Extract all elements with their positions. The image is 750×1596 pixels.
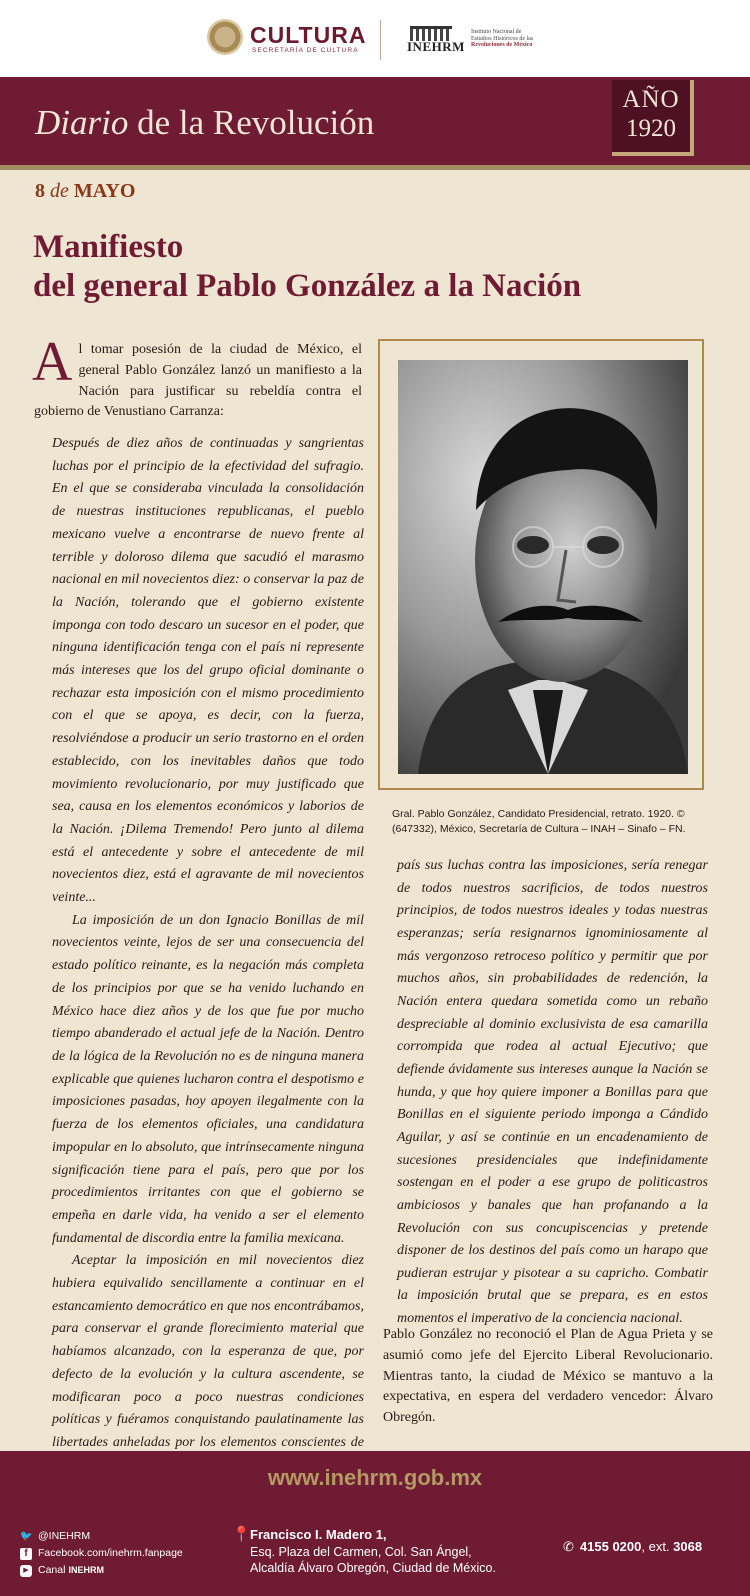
footer (0, 1451, 750, 1596)
manifesto-quote-left (52, 433, 364, 1500)
address-line: Esq. Plaza del Carmen, Col. San Ángel, (250, 1544, 472, 1559)
phone-number: 4155 0200 (579, 1539, 642, 1554)
publication-title (35, 103, 374, 143)
address (232, 1526, 496, 1577)
quote-paragraph: Después de diez años de continuadas y sangrientas luchas por el principio de la efectividad del sufragio. En el que se consideraba vinculada la consolidación de nuestras instituciones republicanas, el pueblo mexicano vuelve a encontrarse de nuevo frente al terrible y doloroso dilema que sacudió el marasmo nacional en mil novecientos diez: o conservar la paz de la Nación, tolerando que el gobierno existente imponga con todo descaro un sucesor en el poder, que ninguna identificación tenga con el país ni represente más intereses que los del grupo oficial dominante o rechazar esta imposición con el mismo procedimiento con el que se apoya, es decir, con la fuerza, resolviéndose a producir un serio trastorno en el orden establecido, con los inevitables daños que todo movimiento revolucionario, por muy justificado que sea, causa en los elementos económicos y laborios de la Nación. ¡Dilema Tremendo! Pero junto al dilema está el antecedente y sobre el antecedente de mil novecientos diez, está el agravante de mil novecientos veinte... (52, 436, 364, 906)
inehrm-desc-line: Estudios Históricos de las (471, 35, 534, 42)
twitter-link[interactable] (20, 1528, 183, 1545)
address-line: Alcaldía Álvaro Obregón, Ciudad de México. (250, 1561, 496, 1575)
facebook-icon: f (20, 1548, 32, 1560)
quote-paragraph: país sus luchas contra las imposiciones, sería renegar de todos nuestros sacrificios, de todos nuestros principios, de todos nuestros ideales y todas nuestras esperanzas; sería resignarnos ignominiosamente al más vergonzoso retroceso político y permitir que por muchos años, sin probabilidades de redención, la Nación entera quedara sometida como un rebaño despreciable al dominio exclusivista de esa camarilla corrompida que rodea al actual Ejecutivo; que defiende ávidamente sus intereses aunque la Nación se hunda, y que hoy quiere imponer a Bonillas para que Bonillas en el siguiente periodo imponga a Cándido Aguilar, y así se continúe en un encadenamiento de sucesiones presidenciales que indefinidamente sostengan en el poder a ese grupo de politicastros ambiciosos y banales que han profanando a la Revolución con sus concupiscencias y pretende disponer de los destinos del país como un harapo que pudieran estrujar y pisotear a su capricho. Combatir la imposición brutal que se prepara, es en estos momentos el imperativo de la conciencia nacional. (397, 858, 708, 1327)
phone-ext-label: , ext. (641, 1539, 674, 1554)
headline-line-1: Manifiesto (33, 229, 184, 265)
channel-label: Canal (38, 1564, 66, 1576)
twitter-icon: 🐦 (20, 1530, 33, 1542)
facebook-link[interactable] (20, 1545, 183, 1562)
phone-contact[interactable] (563, 1539, 702, 1555)
headline-line-2: del general Pablo González a la Nación (33, 268, 582, 304)
inehrm-description (471, 29, 551, 49)
facebook-url: Facebook.com/inehrm.fanpage (38, 1547, 183, 1559)
twitter-handle: @INEHRM (38, 1530, 91, 1542)
year-label: AÑO (622, 86, 680, 113)
logo-divider (380, 20, 381, 60)
photo-frame (378, 339, 704, 790)
location-pin-icon: 📍 (232, 1526, 251, 1543)
header-logos (0, 0, 750, 77)
article-intro (32, 331, 362, 423)
closing-paragraph: Pablo González no reconoció el Plan de Agua Prieta y se asumió como jefe del Ejercito Liberal Revolucionario. Mientras tanto, la ciudad de México se mantuvo a la expectativa, en espera del verdadero vencedor: Álvaro Obregón. (383, 1327, 713, 1426)
year-value: 1920 (626, 115, 676, 142)
publication-title-rest: de la Revolución (128, 103, 375, 142)
portrait-illustration (398, 360, 688, 774)
manifesto-quote-right (397, 855, 708, 1331)
quote-paragraph: Aceptar la imposición en mil novecientos diez hubiera equivalido sencillamente a continuar en el estancamiento democrático en que nos encontrábamos, para conservar el grande florecimiento material que habíamos alcanzado, con la esperanza de que, por defecto de la evolución y la cultura ascendente, se modificaran poco a poco nuestras condiciones políticas y fuéramos conquistando paulatinamente las libertades anheladas por los elementos conscientes de (52, 1253, 364, 1450)
phone-icon: ✆ (563, 1539, 574, 1554)
address-street: Francisco I. Madero 1, (250, 1527, 387, 1542)
social-links (20, 1528, 183, 1579)
inehrm-desc-line: Revoluciones de México (471, 42, 533, 48)
intro-text: l tomar posesión de la ciudad de México, el general Pablo González lanzó un manifiesto a la Nación para justificar su rebeldía contra el gobierno de Venustiano Carranza: (34, 342, 362, 420)
drop-cap: A (32, 331, 73, 393)
inehrm-desc-line: Instituto Nacional de (471, 29, 522, 35)
cultura-subtitle: SECRETARÍA DE CULTURA (252, 47, 359, 54)
website-link[interactable]: www.inehrm.gob.mx (267, 1465, 483, 1490)
portrait-photo (398, 360, 688, 774)
article-closing (383, 1325, 713, 1429)
coat-of-arms-icon (207, 19, 243, 55)
publication-title-italic: Diario (35, 103, 129, 142)
date-month: MAYO (73, 180, 136, 202)
article-headline (33, 228, 581, 306)
youtube-icon: ▶ (20, 1565, 32, 1577)
youtube-link[interactable] (20, 1562, 183, 1579)
cultura-logo[interactable]: CULTURA (250, 22, 367, 48)
date-de: de (45, 180, 74, 202)
banner-rule (0, 165, 750, 170)
channel-name: INEHRM (68, 1565, 104, 1575)
year-badge (612, 80, 694, 156)
article-date (35, 180, 135, 203)
phone-extension: 3068 (673, 1539, 703, 1554)
photo-caption: Gral. Pablo González, Candidato Presidencial, retrato. 1920. © (647332), México, Secretaría de Cultura – INAH – Sinafo – FN. (392, 808, 686, 835)
inehrm-logo[interactable]: INEHRM (407, 39, 465, 54)
date-day: 8 (35, 180, 45, 202)
quote-paragraph: La imposición de un don Ignacio Bonillas de mil novecientos veinte, lejos de ser una consecuencia del estado político reinante, es la negación más completa de los principios por que se ha venido luchando en México hace diez años y de los que fue por mucho tiempo abanderado el actual jefe de la Nación. Dentro de la lógica de la Revolución no es de ninguna manera explicable que quienes lucharon contra el despotismo e imposiciones pasadas, hoy apoyen ilegalmente con la fuerza de los elementos oficiales, una candidatura impopular en lo absoluto, que intrínsecamente ninguna significación tiene para el país, pero que por los procedimientos irritantes con que el gobierno se empeña en darle vida, ha venido a ser el elemento fundamental de discordia entre la familia mexicana. (52, 912, 364, 1246)
